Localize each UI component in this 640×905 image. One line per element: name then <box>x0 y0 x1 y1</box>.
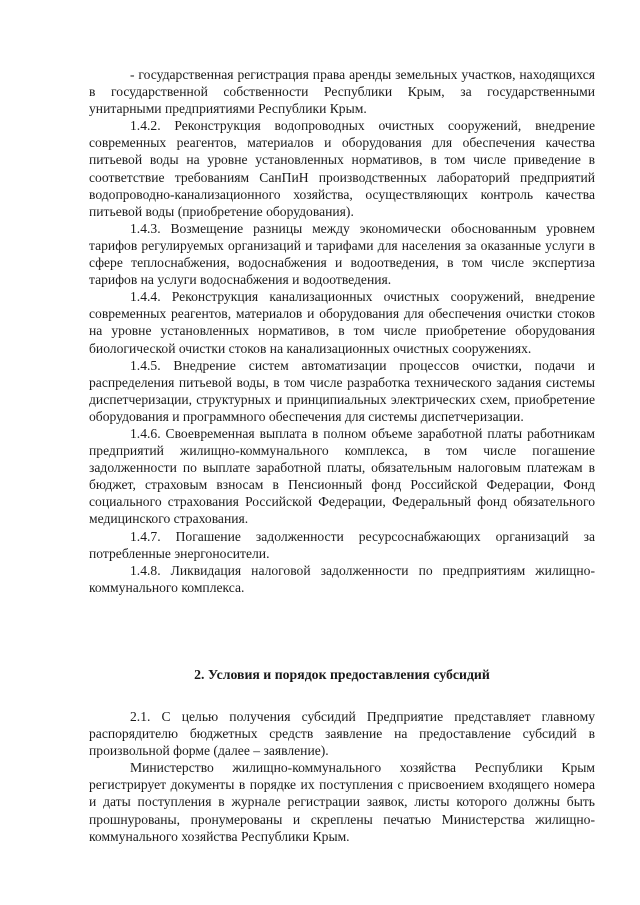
body-text-block-1 <box>89 66 595 596</box>
paragraph-1-4-4: 1.4.4. Реконструкция канализационных очистных сооружений, внедрение современных реагентов, материалов и оборудования для обеспечения очистки стоков на уровне установленных нормативов, в том числе приобретение оборудования биологической очистки стоков на канализационных очистных сооружениях. <box>89 289 595 356</box>
section-heading: 2. Условия и порядок предоставления субсидий <box>194 667 490 682</box>
paragraph-1-4-6: 1.4.6. Своевременная выплата в полном объеме заработной платы работникам предприятий жилищно-коммунального комплекса, в том числе погашение задолженности по выплате заработной платы, обязательным налоговым платежам в бюджет, страховым взносам в Пенсионный фонд Российской Федерации, Фонд социального страхования Российской Федерации, Федеральный фонд обязательного медицинского страхования. <box>89 425 595 527</box>
paragraph-state-registration: - государственная регистрация права аренды земельных участков, находящихся в государственной собственности Республики Крым, за государственными унитарными предприятиями Республики Крым. <box>89 67 595 117</box>
paragraph-1-4-7: 1.4.7. Погашение задолженности ресурсоснабжающих организаций за потребленные энергоносители. <box>89 528 595 561</box>
body-text-block-2 <box>89 708 595 845</box>
paragraph-1-4-2: 1.4.2. Реконструкция водопроводных очистных сооружений, внедрение современных реагентов, материалов и оборудования для обеспечения качества питьевой воды на уровне установленных нормативов, в том числе приведение в соответствие требованиям СанПиН производственных лабораторий предприятий водопроводно-канализационного хозяйства, осуществляющих контроль качества питьевой воды (приобретение оборудования). <box>89 118 595 219</box>
paragraph-1-4-3: 1.4.3. Возмещение разницы между экономически обоснованным уровнем тарифов регулируемых организаций и тарифами для населения за оказанные услуги в сфере теплоснабжения, водоснабжения и водоотведения, в том числе экспертиза тарифов на услуги водоснабжения и водоотведения. <box>89 220 595 288</box>
paragraph-2-1: 2.1. С целью получения субсидий Предприятие представляет главному распорядителю бюджетных средств заявление на предоставление субсидий в произвольной форме (далее – заявление). <box>89 709 595 759</box>
paragraph-ministry-registration: Министерство жилищно-коммунального хозяйства Республики Крым регистрирует документы в порядке их поступления с присвоением входящего номера и даты поступления в журнале регистрации заявок, листы которого должны быть прошнурованы, пронумерованы и скреплены печатью Министерства жилищно-коммунального хозяйства Республики Крым. <box>89 760 595 844</box>
paragraph-1-4-5: 1.4.5. Внедрение систем автоматизации процессов очистки, подачи и распределения питьевой воды, в том числе разработка технического задания системы диспетчеризации, структурных и принципиальных электрических схем, приобретение оборудования и программного обеспечения для системы диспетчеризации. <box>89 357 595 424</box>
paragraph-1-4-8: 1.4.8. Ликвидация налоговой задолженности по предприятиям жилищно-коммунального комплекса. <box>89 562 595 595</box>
